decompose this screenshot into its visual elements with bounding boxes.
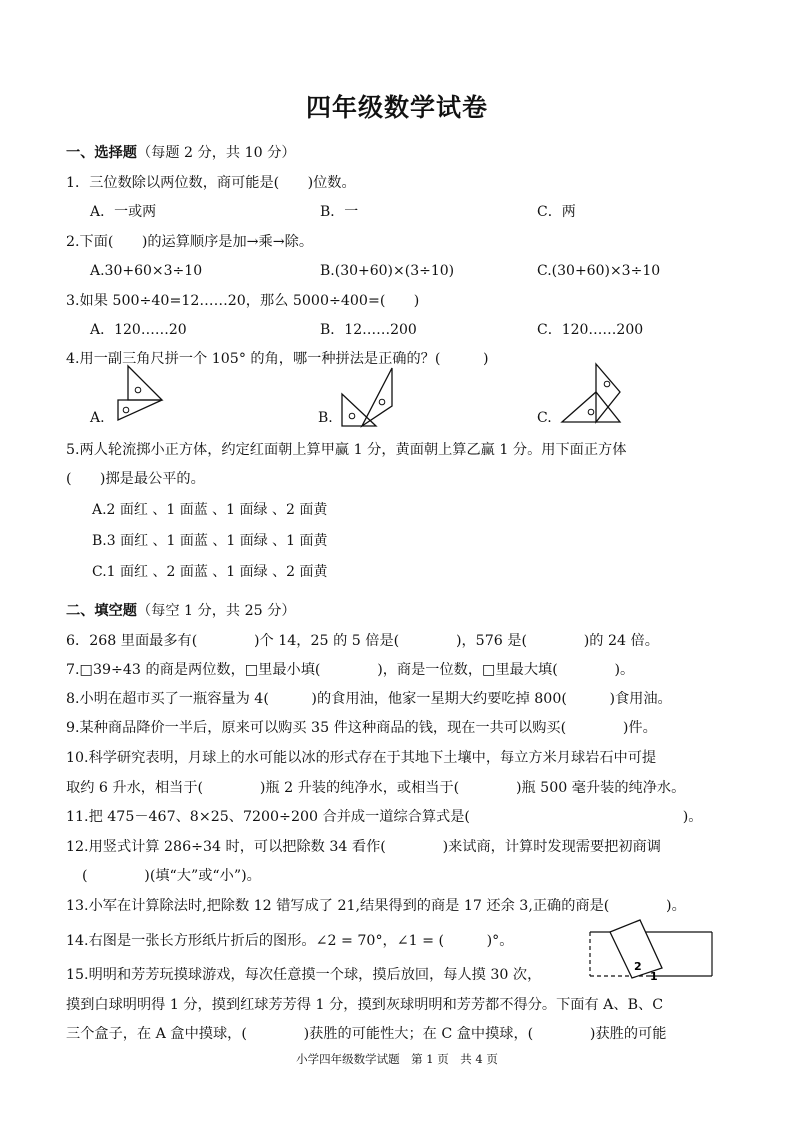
- q2-option-a: A.30+60×3÷10: [90, 263, 203, 279]
- question-1: 1．三位数除以两位数，商可能是( )位数。: [66, 175, 356, 191]
- q5-option-c: C.1 面红 、2 面蓝 、1 面绿 、2 面黄: [92, 564, 328, 580]
- question-15: 15.明明和芳芳玩摸球游戏，每次任意摸一个球，摸后放回，每人摸 30 次，: [66, 967, 542, 983]
- q3-option-a: A．120……20: [90, 322, 187, 338]
- question-15-cont-1: 摸到白球明明得 1 分，摸到红球芳芳得 1 分，摸到灰球明明和芳芳都不得分。下面有 A、B、C: [66, 997, 664, 1013]
- question-4: 4.用一副三角尺拼一个 105° 的角，哪一种拼法是正确的？( ): [66, 351, 489, 367]
- section-2-title: 二、填空题: [66, 603, 137, 619]
- q14-folded-paper-figure: [588, 918, 718, 986]
- q4-option-b: B.: [318, 410, 333, 426]
- question-3: 3.如果 500÷40=12……20，那么 5000÷400=( ): [66, 293, 420, 309]
- q2-option-b: B.(30+60)×(3÷10): [320, 263, 455, 279]
- section-1-title: 一、选择题: [66, 145, 137, 161]
- question-15-cont-2: 三个盒子，在 A 盒中摸球，( )获胜的可能性大；在 C 盒中摸球，( )获胜的可能: [66, 1026, 667, 1042]
- question-7: 7.□39÷43 的商是两位数，□里最小填( )，商是一位数，□里最大填( )。: [66, 662, 635, 678]
- question-9: 9.某种商品降价一半后，原来可以购买 35 件这种商品的钱，现在一共可以购买( )件。: [66, 720, 657, 736]
- q3-option-b: B．12……200: [320, 322, 417, 338]
- q4-option-c: C.: [537, 410, 552, 426]
- question-13: 13.小军在计算除法时,把除数 12 错写成了 21,结果得到的商是 17 还余 3,正确的商是( )。: [66, 898, 686, 914]
- question-8: 8.小明在超市买了一瓶容量为 4( )的食用油，他家一星期大约要吃掉 800( )食用油。: [66, 691, 672, 707]
- q1-option-c: C．两: [537, 204, 576, 220]
- q1-option-b: B．一: [320, 204, 359, 220]
- q1-option-a: A．一或两: [90, 204, 157, 220]
- q5-option-a: A.2 面红 、1 面蓝 、1 面绿 、2 面黄: [92, 502, 328, 518]
- section-1-note: （每题 2 分，共 10 分）: [136, 145, 296, 161]
- q4-figure-a: [108, 364, 170, 426]
- question-12: 12.用竖式计算 286÷34 时，可以把除数 34 看作( )来试商，计算时发现需要把初商调: [66, 839, 661, 855]
- page-title: 四年级数学试卷: [305, 93, 488, 122]
- question-5-cont: ( )掷是最公平的。: [66, 471, 205, 487]
- question-6: 6．268 里面最多有( )个 14，25 的 5 倍是( )，576 是( )的 24 倍。: [66, 633, 659, 649]
- section-2-heading: [66, 602, 296, 620]
- question-10-cont: 取约 6 升水，相当于( )瓶 2 升装的纯净水，或相当于( )瓶 500 毫升装的纯净水。: [66, 780, 686, 796]
- question-2: 2.下面( )的运算顺序是加→乘→除。: [66, 234, 314, 250]
- question-5: 5.两人轮流掷小正方体，约定红面朝上算甲赢 1 分，黄面朝上算乙赢 1 分。用下面正方体: [66, 442, 627, 458]
- q2-option-c: C.(30+60)×3÷10: [537, 263, 661, 279]
- fold-angle-2-label: 2: [634, 960, 642, 973]
- q4-option-a: A.: [90, 410, 105, 426]
- question-10: 10.科学研究表明，月球上的水可能以冰的形式存在于其地下土壤中，每立方米月球岩石中可提: [66, 750, 657, 766]
- question-14: 14.右图是一张长方形纸片折后的图形。∠2 = 70°，∠1 = ( )°。: [66, 933, 514, 949]
- section-2-note: （每空 1 分，共 25 分）: [136, 603, 296, 619]
- q4-figure-b: [336, 366, 398, 428]
- fold-angle-1-label: 1: [650, 970, 658, 983]
- q5-option-b: B.3 面红 、1 面蓝 、1 面绿 、1 面黄: [92, 533, 328, 549]
- question-11: 11.把 475－467、8×25、7200÷200 合并成一道综合算式是( )。: [66, 809, 703, 825]
- q4-figure-c: [556, 362, 626, 426]
- section-1-heading: [66, 144, 296, 162]
- question-12-cont: ( )(填“大”或“小”)。: [82, 868, 261, 884]
- page-footer: 小学四年级数学试题 第 1 页 共 4 页: [296, 1052, 498, 1066]
- q3-option-c: C．120……200: [537, 322, 644, 338]
